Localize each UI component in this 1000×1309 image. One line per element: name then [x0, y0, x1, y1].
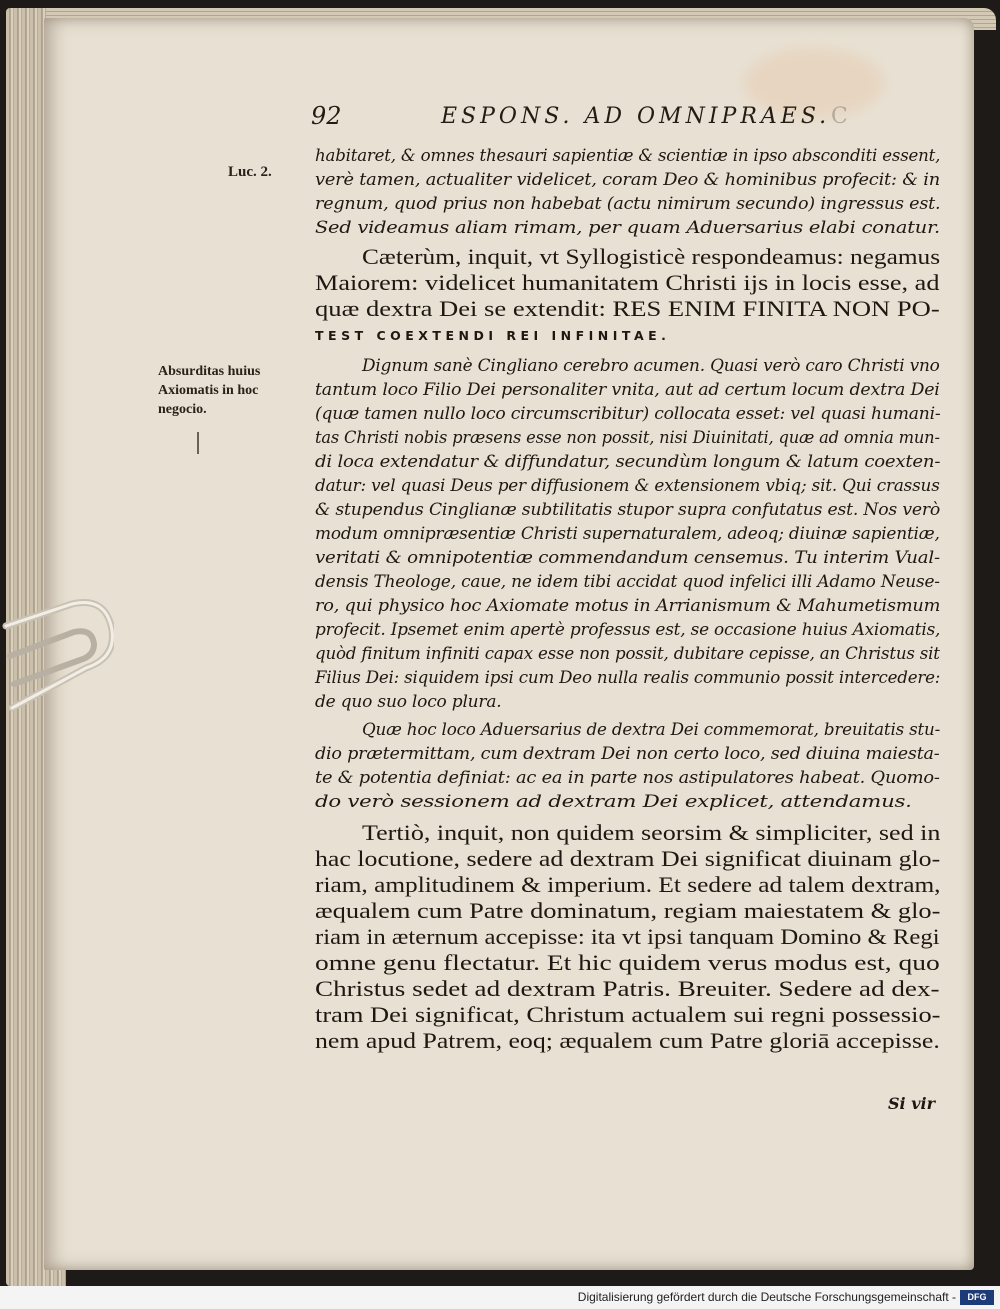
text-line: quæ dextra Dei se extendit: RES ENIM FINITA NON PO- [315, 296, 940, 321]
margin-note-line: Absurditas huius [158, 364, 261, 379]
text-line: Sed videamus aliam rimam, per quam Aduersarius elabi conatur. [315, 218, 940, 238]
text-line: ro, qui physico hoc Axiomate motus in Arrianismum & Mahumetismum [315, 596, 941, 616]
text-line: profecit. Ipsemet enim apertè professus est, se occasione huius Axiomatis, [315, 620, 941, 640]
text-line: modum omnipræsentiæ Christi supernaturalem, adeoq; diuinæ sapientiæ, [315, 524, 940, 544]
text-line: densis Theologe, caue, ne idem tibi accidat quod infelici illi Adamo Neuse- [315, 572, 940, 592]
text-line: veritati & omnipotentiæ commendandum censemus. Tu interim Vual- [315, 548, 940, 568]
running-head: ESPONS. AD OMNIPRAES. [441, 104, 831, 129]
footer-credit: Digitalisierung gefördert durch die Deutsche Forschungsgemeinschaft - [577, 1290, 956, 1304]
text-line: te & potentia definiat: ac ea in parte nos astipulatores habeat. Quomo- [315, 768, 940, 788]
text-line: TEST COEXTENDI REI INFINITAE. [315, 328, 671, 343]
text-line: do verò sessionem ad dextram Dei explicet, attendamus. [315, 792, 912, 812]
text-line: hac locutione, sedere ad dextram Dei significat diuinam glo- [315, 846, 941, 871]
text-line: nem apud Patrem, eoq; æqualem cum Patre gloriā accepisse. [315, 1028, 940, 1053]
text-line: riam in æternum accepisse: ita vt ipsi tanquam Domino & Regi [315, 924, 940, 949]
text-line: Cæterùm, inquit, vt Syllogisticè respondeamus: negamus [362, 244, 941, 269]
digitization-footer [0, 1286, 1000, 1309]
text-line: quòd finitum infiniti capax esse non possit, dubitare cepisse, an Christus sit [315, 644, 940, 664]
text-line: di loca extendatur & diffundatur, secundùm longum & latum coexten- [315, 452, 941, 472]
text-line: tantum loco Filio Dei personaliter vnita, aut ad certum locum dextra Dei [315, 380, 940, 400]
text-line: tas Christi nobis præsens esse non possit, nisi Diuinitati, quæ ad omnia mun- [315, 428, 940, 448]
text-line: Christus sedet ad dextram Patris. Breuiter. Sedere ad dex- [315, 976, 940, 1001]
ink-mark [197, 432, 199, 454]
text-line: habitaret, & omnes thesauri sapientiæ & scientiæ in ipso absconditi essent, [315, 146, 941, 166]
text-line: datur: vel quasi Deus per diffusionem & extensionem vbiq; sit. Qui crassus [315, 476, 940, 496]
margin-note-line: Axiomatis in hoc [158, 383, 259, 398]
paper-clip-icon [2, 596, 114, 718]
margin-note-line: negocio. [158, 402, 207, 417]
text-line: dio prætermittam, cum dextram Dei non certo loco, sed diuina maiesta- [315, 744, 940, 764]
text-line: Filius Dei: siquidem ipsi cum Deo nulla realis communio possit intercedere: [315, 668, 941, 688]
text-line: Quæ hoc loco Aduersarius de dextra Dei commemorat, breuitatis stu- [362, 720, 941, 740]
text-line: Maiorem: videlicet humanitatem Christi ijs in locis esse, ad [315, 270, 940, 295]
text-line: Dignum sanè Cingliano cerebro acumen. Quasi verò caro Christi vno [362, 356, 940, 376]
text-line: tram Dei significat, Christum actualem sui regni possessio- [315, 1002, 941, 1027]
bleed-through-text: C [831, 104, 852, 129]
text-line: Tertiò, inquit, non quidem seorsim & simpliciter, sed in [362, 820, 941, 845]
running-header [311, 102, 951, 136]
text-line: verè tamen, actualiter videlicet, coram Deo & hominibus profecit: & in [315, 170, 941, 190]
text-line: æqualem cum Patre dominatum, regiam maiestatem & glo- [315, 898, 941, 923]
text-line: regnum, quod prius non habebat (actu nimirum secundo) ingressus est. [315, 194, 941, 214]
text-line: omne genu flectatur. Et hic quidem verus modus est, quo [315, 950, 940, 975]
text-line: & stupendus Cinglianæ subtilitatis stupor supra confutatus est. Nos verò [315, 500, 941, 520]
text-line: de quo suo loco plura. [315, 692, 502, 712]
page-number: 92 [311, 102, 342, 130]
catchword: Si vir [888, 1094, 936, 1113]
margin-note-reference: Luc. 2. [228, 164, 272, 180]
text-line: (quæ tamen nullo loco circumscribitur) collocata esset: vel quasi humani- [315, 404, 941, 424]
text-line: riam, amplitudinem & imperium. Et sedere ad talem dextram, [315, 872, 941, 897]
dfg-logo: DFG [960, 1290, 994, 1305]
